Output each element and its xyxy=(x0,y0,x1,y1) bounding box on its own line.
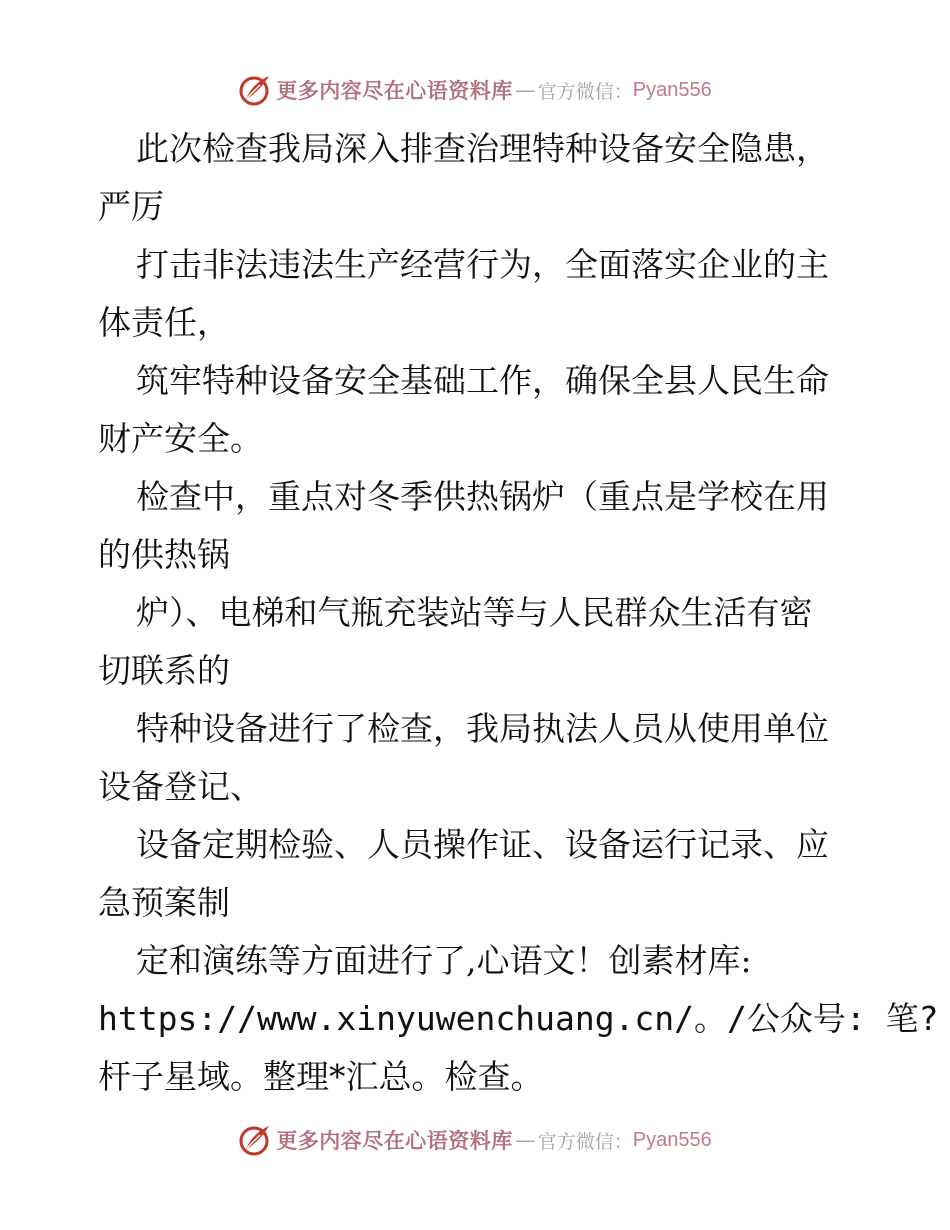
header-wechat-label: 官方微信： xyxy=(537,80,633,103)
paragraph-line: 的供热锅 xyxy=(98,535,230,574)
paragraph-line-url: https://www.xinyuwenchuang.cn/。/公众号: 笔? xyxy=(98,999,939,1038)
paragraph-line: 切联系的 xyxy=(98,651,230,690)
document-body xyxy=(98,120,939,1106)
paragraph-line: 定和演练等方面进行了,心语文！创素材库: xyxy=(136,941,752,980)
paragraph-line: 筑牢特种设备安全基础工作，确保全县人民生命 xyxy=(136,361,829,400)
footer-wechat-label: 官方微信： xyxy=(537,1130,633,1153)
paragraph-line: 杆子星域。整理*汇总。检查。 xyxy=(98,1057,544,1096)
paragraph-line: 此次检查我局深入排查治理特种设备安全隐患， xyxy=(136,129,829,168)
paragraph-line: 特种设备进行了检查，我局执法人员从使用单位 xyxy=(136,709,829,748)
paragraph-line: 严厉 xyxy=(98,187,164,226)
paragraph-line: 体责任， xyxy=(98,303,230,342)
paragraph-line: 财产安全。 xyxy=(98,419,263,458)
header-brand-separator: — xyxy=(514,78,536,102)
header-brand-title: 更多内容尽在心语资料库 xyxy=(276,79,513,103)
paragraph-line: 打击非法违法生产经营行为，全面落实企业的主 xyxy=(136,245,829,284)
paragraph-line: 设备登记、 xyxy=(98,767,263,806)
paragraph-line: 炉）、电梯和气瓶充装站等与人民群众生活有密 xyxy=(136,593,813,632)
footer-brand-title: 更多内容尽在心语资料库 xyxy=(276,1129,513,1153)
feather-logo-icon xyxy=(238,73,272,107)
footer-brand xyxy=(0,1120,950,1160)
header-wechat-id: Pyan556 xyxy=(632,78,712,101)
paragraph-line: 检查中，重点对冬季供热锅炉（重点是学校在用 xyxy=(136,477,829,516)
footer-brand-separator: — xyxy=(514,1128,536,1152)
footer-wechat-id: Pyan556 xyxy=(632,1128,712,1151)
paragraph-line: 急预案制 xyxy=(98,883,230,922)
paragraph-line: 设备定期检验、人员操作证、设备运行记录、应 xyxy=(136,825,829,864)
feather-logo-icon xyxy=(238,1123,272,1157)
header-brand xyxy=(0,70,950,110)
